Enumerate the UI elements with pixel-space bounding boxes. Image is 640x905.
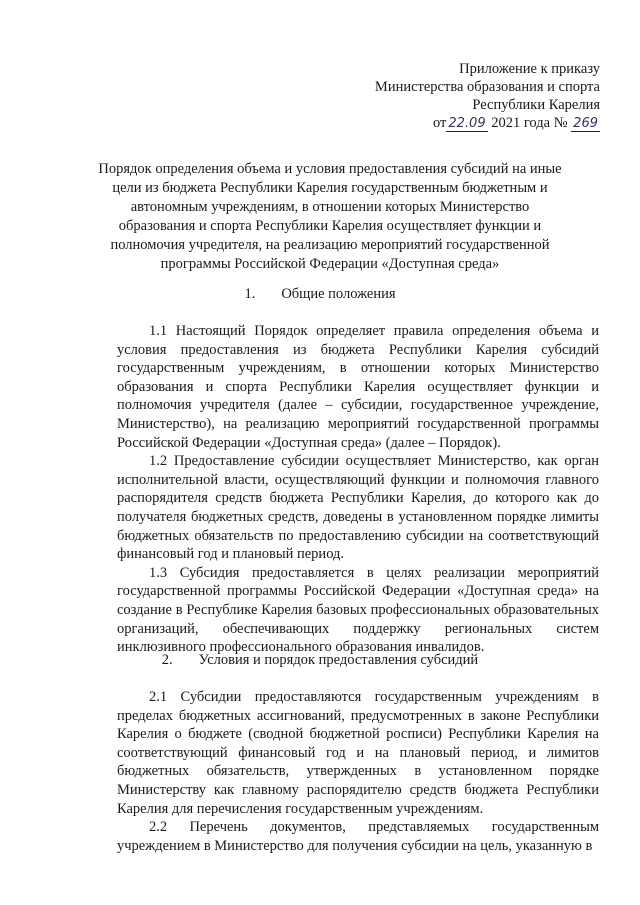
section-1-heading <box>0 286 640 303</box>
paragraph-1-3: 1.3 Субсидия предоставляется в целях реализации мероприятий государственной программы Российской Федерации «Доступная среда» на создание в Республике Карелия базовых профессиональных образовательных организаций, обеспечивающих поддержку региональных систем инклюзивного профессионального образования инвалидов. <box>117 564 599 656</box>
appendix-line-2: Министерства образования и спорта <box>374 79 600 95</box>
date-year: 2021 года № <box>491 115 568 131</box>
section-2-title: Условия и порядок предоставления субсидий <box>198 652 479 668</box>
paragraph-1-1: 1.1 Настоящий Порядок определяет правила определения объема и условия предоставления из бюджета Республики Карелия субсидий государственным учреждениям, в отношении которых Министерство образования и спорта Республики Карелия осуществляет функции и полномочия учредителя (далее – субсидии, государственное учреждение, Министерство), на реализацию мероприятий государственной программы Российской Федерации «Доступная среда» (далее – Порядок). <box>117 323 599 451</box>
handwritten-number: 269 <box>573 116 598 131</box>
section-1-number: 1. <box>244 286 256 302</box>
appendix-line-1: Приложение к приказу <box>459 61 600 77</box>
paragraph-2-2: 2.2 Перечень документов, представляемых государственным учреждением в Министерство для получения субсидии на цель, указанную в <box>117 819 599 854</box>
section-1-title: Общие положения <box>281 286 396 302</box>
document-title: Порядок определения объема и условия предоставления субсидий на иные цели из бюджета Республики Карелия государственным бюджетным и автономным учреждениям, в отношении которых Министерство образования и спорта Республики Карелия осуществляет функции и полномочия учредителя, на реализацию мероприятий государственной программы Российской Федерации «Доступная среда» <box>98 161 562 272</box>
section-2-number: 2. <box>161 652 173 668</box>
paragraph-2-1: 2.1 Субсидии предоставляются государственным учреждениям в пределах бюджетных ассигнований, предусмотренных в законе Республики Карелия о бюджете (сводной бюджетной росписи) Республики Карелия на соответствующий финансовый год и на плановый период, и лимитов бюджетных обязательств, утвержденных в установленном порядке Министерству как главному распорядителю средств бюджета Республики Карелия для перечисления государственным учреждениям. <box>117 689 599 817</box>
appendix-dateline <box>340 114 600 133</box>
paragraph-1-2: 1.2 Предоставление субсидии осуществляет Министерство, как орган исполнительной власти, осуществляющий функции и полномочия главного распорядителя средств бюджета Республики Карелия, до которого как до получателя бюджетных средств, доведены в установленном порядке лимиты бюджетных обязательств по предоставлению субсидии на соответствующий финансовый год и плановый период. <box>117 453 599 563</box>
appendix-line-3: Республики Карелия <box>472 97 600 113</box>
handwritten-date: 22.09 <box>448 116 486 131</box>
section-2-body <box>117 688 599 855</box>
section-2-heading <box>0 652 640 669</box>
appendix-header <box>340 60 600 133</box>
date-prefix: от <box>432 115 447 131</box>
section-1-body <box>117 322 599 657</box>
